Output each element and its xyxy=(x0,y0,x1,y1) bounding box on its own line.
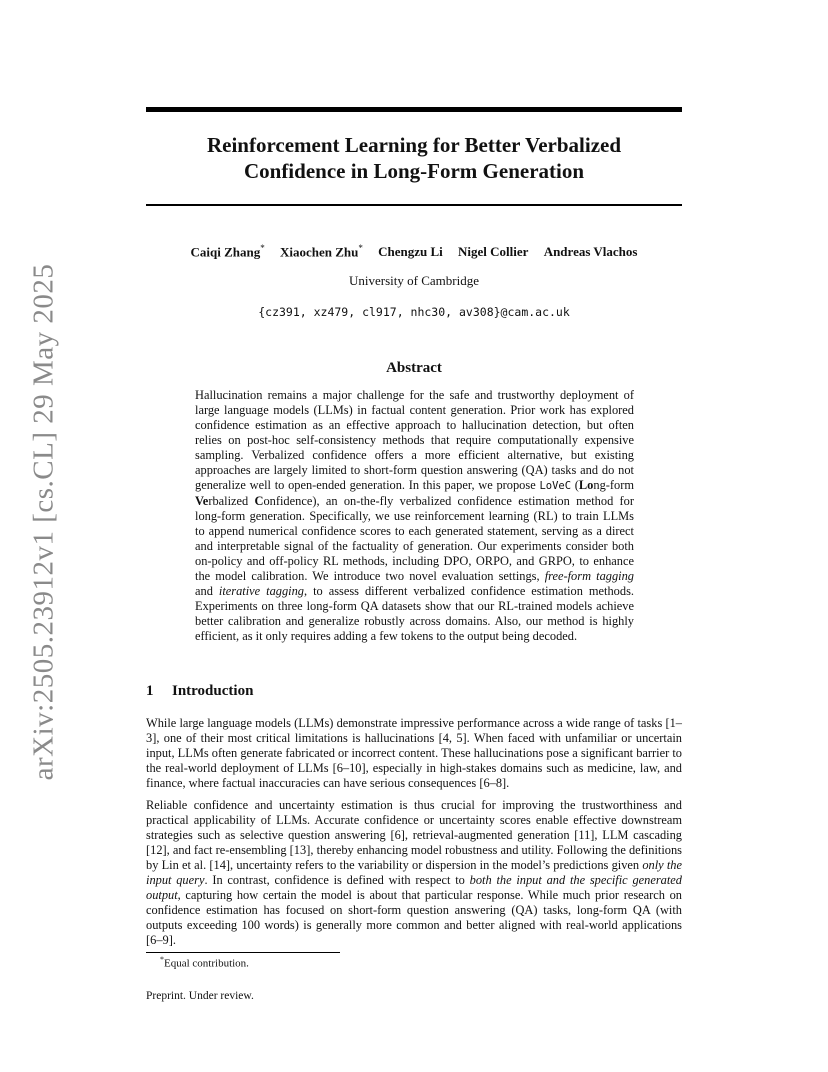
author: Andreas Vlachos xyxy=(543,244,638,260)
arxiv-identifier: arXiv:2505.23912v1 [cs.CL] 29 May 2025 xyxy=(27,263,60,780)
title-line-2: Confidence in Long-Form Generation xyxy=(243,159,585,183)
arxiv-sidebar xyxy=(14,263,74,780)
paper-title xyxy=(146,132,682,184)
author-list xyxy=(146,243,682,260)
section-number: 1 xyxy=(146,683,154,699)
title-line-1: Reinforcement Learning for Better Verbalized xyxy=(206,133,622,157)
author: Xiaochen Zhu* xyxy=(279,243,363,260)
author-emails: {cz391, xz479, cl917, nhc30, av308}@cam.ac.uk xyxy=(258,305,570,319)
title-bottom-rule xyxy=(146,204,682,206)
footnote-rule xyxy=(146,952,340,953)
title-top-rule xyxy=(146,107,682,112)
method-name: LoVeC xyxy=(539,480,572,492)
footnote: *Equal contribution. xyxy=(160,955,249,970)
abstract-heading: Abstract xyxy=(386,360,442,376)
intro-paragraph-1: While large language models (LLMs) demonstrate impressive performance across a wide range of tasks [1–3], one of their most critical limitations is hallucinations [4, 5]. When faced with unfamiliar or uncertain input, LLMs often generate fabricated or incorrect content. These hallucinations pose a significant barrier to the real-world deployment of LLMs [6–10], especially in high-stakes domains such as medicine, law, and finance, where factual inaccuracies can have serious consequences [6–8]. xyxy=(146,716,682,790)
author: Nigel Collier xyxy=(458,244,529,260)
section-heading xyxy=(146,683,253,700)
preprint-notice: Preprint. Under review. xyxy=(146,990,254,1002)
intro-paragraph-2: Reliable confidence and uncertainty estimation is thus crucial for improving the trustworthiness and practical applicability of LLMs. Accurate confidence or uncertainty scores enable effective downstream strategies such as selective question answering [6], retrieval-augmented generation [11], LLM cascading [12], and fact re-ensembling [13], thereby enhancing model robustness and utility. Following the definitions by Lin et al. [14], uncertainty refers to the variability or dispersion in the model’s predictions given only the input query. In contrast, confidence is defined with respect to both the input and the specific generated output, capturing how certain the model is about that particular response. While much prior research on confidence estimation has focused on short-form question answering (QA) tasks, long-form QA (with outputs exceeding 100 words) is generally more common and better aligned with real-world applications [6–9]. xyxy=(146,798,682,947)
affiliation: University of Cambridge xyxy=(349,273,479,288)
section-title: Introduction xyxy=(172,683,254,699)
author: Chengzu Li xyxy=(378,244,443,260)
author: Caiqi Zhang* xyxy=(190,243,265,260)
abstract-text: Hallucination remains a major challenge for the safe and trustworthy deployment of large language models (LLMs) in factual content generation. Prior work has explored confidence estimation as an effective approach to hallucination detection, but often relies on post-hoc self-consistency methods that require computationally expensive sampling. Verbalized confidence offers a more efficient alternative, but existing approaches are largely limited to short-form question answering (QA) tasks and do not generalize well to open-ended generation. In this paper, we propose LoVeC (Long-form Verbalized Confidence), an on-the-fly verbalized confidence estimation method for long-form generation. Specifically, we use reinforcement learning (RL) to train LLMs to append numerical confidence scores to each generated statement, serving as a direct and interpretable signal of the factuality of generation. Our experiments consider both on-policy and off-policy RL methods, including DPO, ORPO, and GRPO, to enhance the model calibration. We introduce two novel evaluation settings, free-form tagging and iterative tagging, to assess different verbalized confidence estimation methods. Experiments on three long-form QA datasets show that our RL-trained models achieve better calibration and generalize robustly across domains. Also, our method is highly efficient, as it only requires adding a few tokens to the output being decoded. xyxy=(195,388,635,643)
